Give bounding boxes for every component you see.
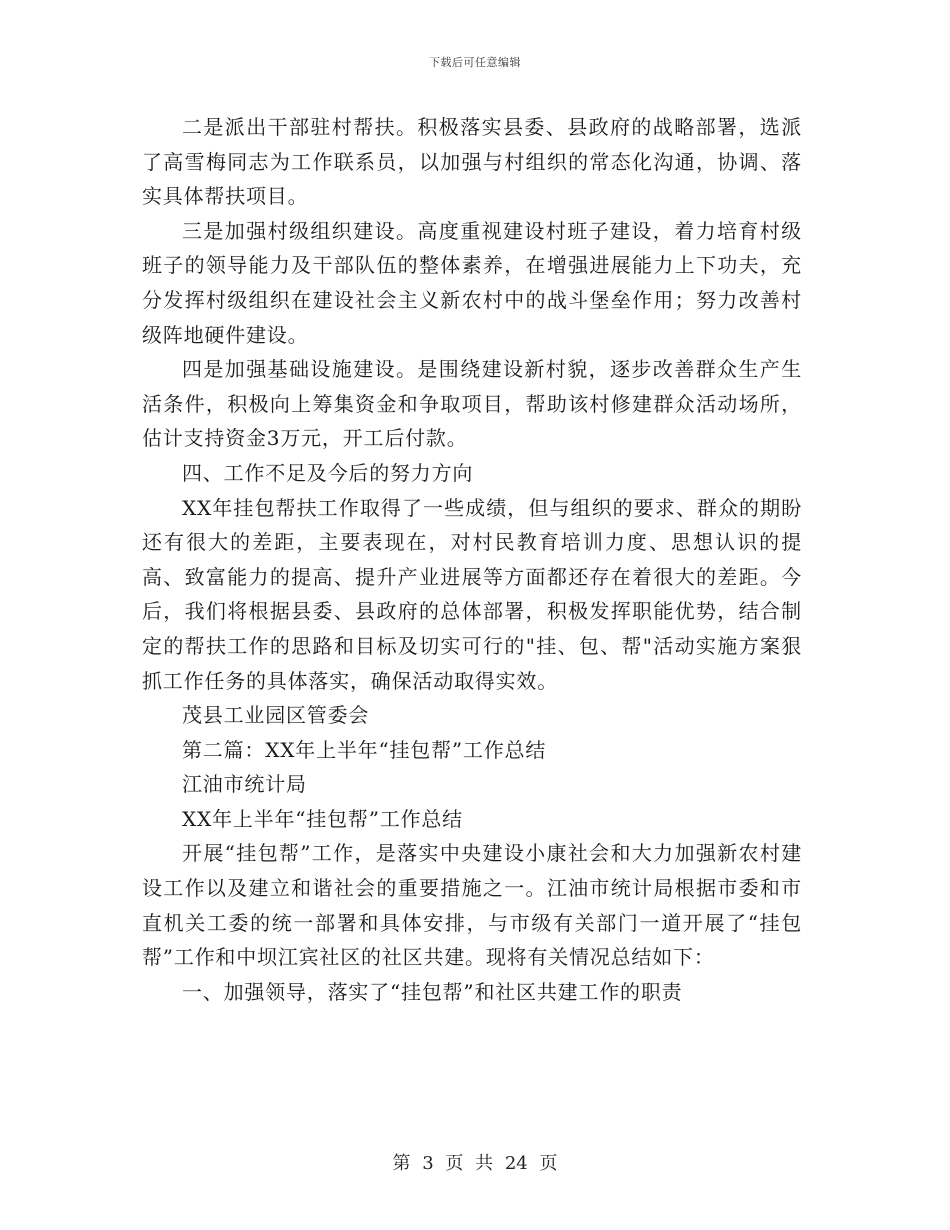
document-body	[142, 110, 802, 1009]
chapter-title-second: 第二篇：XX年上半年“挂包帮”工作总结	[182, 737, 547, 762]
issuing-bureau: 江油市统计局	[182, 772, 307, 797]
page-number: 第 3 页 共 24 页	[392, 1153, 558, 1174]
document-title: XX年上半年“挂包帮”工作总结	[182, 806, 463, 831]
paragraph-dispatch-cadres: 二是派出干部驻村帮扶。积极落实县委、县政府的战略部署，选派了高雪梅同志为工作联系员，以加强与村组织的常态化沟通，协调、落实具体帮扶项目。	[142, 115, 802, 209]
paragraph-village-organization: 三是加强村级组织建设。高度重视建设村班子建设，着力培育村级班子的领导能力及干部队伍的整体素养，在增强进展能力上下功夫，充分发挥村级组织在建设社会主义新农村中的战斗堡垒作用；努力改善村级阵地硬件建设。	[142, 218, 802, 347]
page-header-note: 下载后可任意编辑	[429, 56, 521, 69]
paragraph-shortcomings: XX年挂包帮扶工作取得了一些成绩，但与组织的要求、群众的期盼还有很大的差距，主要表现在，对村民教育培训力度、思想认识的提高、致富能力的提高、提升产业进展等方面都还存在着很大的差距。今后，我们将根据县委、县政府的总体部署，积极发挥职能优势，结合制定的帮扶工作的思路和目标及切实可行的"挂、包、帮"活动实施方案狠抓工作任务的具体落实，确保活动取得实效。	[142, 495, 802, 693]
signature-organization: 茂县工业园区管委会	[182, 703, 370, 728]
paragraph-infrastructure: 四是加强基础设施建设。是围绕建设新村貌，逐步改善群众生产生活条件，积极向上筹集资金和争取项目，帮助该村修建群众活动场所，估计支持资金3万元，开工后付款。	[142, 357, 802, 451]
paragraph-introduction: 开展“挂包帮”工作，是落实中央建设小康社会和大力加强新农村建设工作以及建立和谐社会的重要措施之一。江油市统计局根据市委和市直机关工委的统一部署和具体安排，与市级有关部门一道开展了“挂包帮”工作和中坝江宾社区的社区共建。现将有关情况总结如下：	[142, 841, 802, 970]
section-heading-leadership: 一、加强领导，落实了“挂包帮”和社区共建工作的职责	[182, 979, 683, 1004]
section-heading-shortcomings: 四、工作不足及今后的努力方向	[182, 460, 474, 485]
